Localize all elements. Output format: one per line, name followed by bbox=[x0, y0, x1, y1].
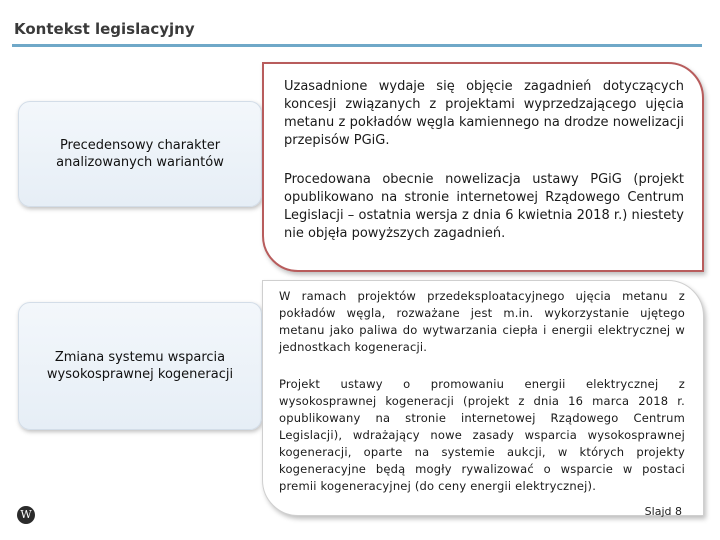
content-panel-cogeneration bbox=[262, 280, 704, 516]
panel-paragraph: Projekt ustawy o promowaniu energii elektrycznej z wysokosprawnej kogeneracji (projekt z dnia 16 marca 2018 r. opublikowany na stronie internetowej Rządowego Centrum Legislacji), wdrażający nowe zasady wsparcia wysokosprawnej kogeneracji, oparte na systemie aukcji, w których projekty kogeneracyjne będą mogły rywalizować o wsparcie w postaci premii kogeneracyjnej (do ceny energii elektrycznej). bbox=[279, 377, 685, 493]
topic-box-precedent bbox=[18, 101, 262, 207]
slide-number: Slajd 8 bbox=[644, 505, 682, 518]
title-underline bbox=[12, 44, 702, 47]
topic-label: Precedensowy charakter analizowanych wariantów bbox=[56, 138, 224, 170]
topic-box-cogeneration bbox=[18, 302, 262, 430]
panel-paragraph: W ramach projektów przedeksploatacyjnego ujęcia metanu z pokładów węgla, rozważane jest m.in. wykorzystanie ujętego metanu jako paliwa do wytwarzania ciepła i energii elektrycznej w jednostkach kogeneracji. bbox=[279, 289, 685, 354]
panel-paragraph: Procedowana obecnie nowelizacja ustawy PGiG (projekt opublikowano na stronie internetowej Rządowego Centrum Legislacji – ostatnia wersja z dnia 6 kwietnia 2018 r.) niestety nie objęła powyższych zagadnień. bbox=[284, 172, 684, 241]
page-title: Kontekst legislacyjny bbox=[14, 20, 195, 38]
panel-paragraph: Uzasadnione wydaje się objęcie zagadnień dotyczących koncesji związanych z projektami wyprzedzającego ujęcia metanu z pokładów węgla kamiennego na drodze nowelizacji przepisów PGiG. bbox=[284, 79, 684, 148]
company-logo-icon: W bbox=[17, 506, 35, 524]
topic-label: Zmiana systemu wsparcia wysokosprawnej kogeneracji bbox=[46, 350, 234, 382]
content-panel-precedent bbox=[262, 62, 704, 272]
